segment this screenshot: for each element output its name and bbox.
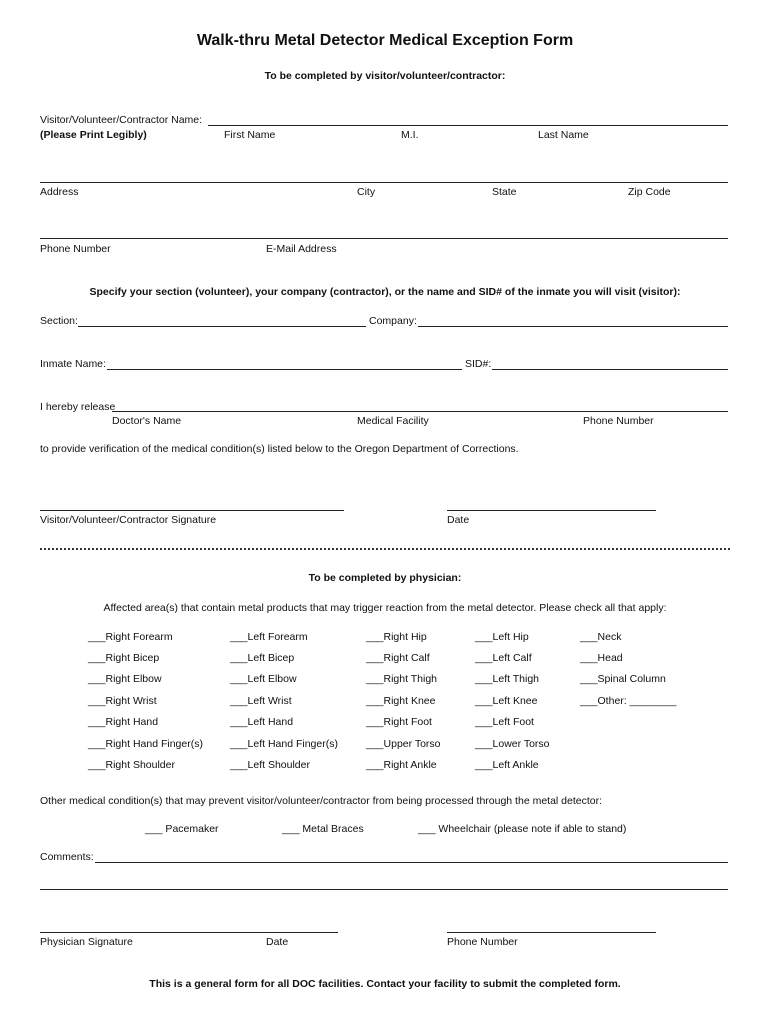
wheelchair-option[interactable]: ___ Wheelchair (please note if able to stand) <box>418 823 627 835</box>
phone-email-field[interactable] <box>40 238 728 239</box>
section-divider <box>40 548 730 550</box>
checklist-item[interactable]: ___Upper Torso <box>366 738 441 750</box>
release-phone-label: Phone Number <box>583 415 654 427</box>
checklist-item[interactable]: ___Right Foot <box>366 716 432 728</box>
physician-signature-label: Physician Signature <box>40 936 133 948</box>
visitor-signature-label: Visitor/Volunteer/Contractor Signature <box>40 514 217 526</box>
email-label: E-Mail Address <box>266 243 337 255</box>
checklist-item[interactable]: ___Left Hand Finger(s) <box>230 738 338 750</box>
checklist-item[interactable]: ___Left Foot <box>475 716 534 728</box>
comments-field-2[interactable] <box>40 889 728 890</box>
checklist-item[interactable]: ___Right Calf <box>366 652 430 664</box>
address-field[interactable] <box>40 182 728 183</box>
inmate-name-label: Inmate Name: <box>40 358 106 370</box>
affected-areas-intro: Affected area(s) that contain metal products that may trigger reaction from the metal detector. Please check all that apply: <box>103 602 667 614</box>
specify-instructions: Specify your section (volunteer), your company (contractor), or the name and SID# of the inmate you will visit (visitor): <box>89 286 681 298</box>
company-field[interactable] <box>418 326 728 327</box>
verification-text: to provide verification of the medical condition(s) listed below to the Oregon Department of Corrections. <box>40 443 519 455</box>
visitor-date-label: Date <box>447 514 470 526</box>
pacemaker-option[interactable]: ___ Pacemaker <box>145 823 219 835</box>
checklist-item[interactable]: ___Neck <box>580 631 622 643</box>
checklist-item[interactable]: ___Left Knee <box>475 695 538 707</box>
inmate-name-field[interactable] <box>107 369 462 370</box>
doctor-name-label: Doctor's Name <box>112 415 182 427</box>
visitor-signature-field[interactable] <box>40 510 344 511</box>
sid-label: SID#: <box>465 358 492 370</box>
address-label: Address <box>40 186 79 198</box>
checklist-item[interactable]: ___Lower Torso <box>475 738 550 750</box>
checklist-item[interactable]: ___Left Hip <box>475 631 529 643</box>
checklist-item[interactable]: ___Right Knee <box>366 695 436 707</box>
physician-section-heading: To be completed by physician: <box>308 572 462 584</box>
physician-date-label: Date <box>266 936 289 948</box>
other-conditions-text: Other medical condition(s) that may prevent visitor/volunteer/contractor from being processed through the metal detector: <box>40 795 603 807</box>
city-label: City <box>357 186 376 198</box>
checklist-item[interactable]: ___Left Shoulder <box>230 759 310 771</box>
checklist-item[interactable]: ___Right Hand <box>88 716 159 728</box>
medical-facility-label: Medical Facility <box>357 415 429 427</box>
physician-phone-field[interactable] <box>447 932 656 933</box>
comments-field[interactable] <box>95 862 728 863</box>
checklist-item[interactable]: ___Right Thigh <box>366 673 438 685</box>
visitor-section-heading: To be completed by visitor/volunteer/contractor: <box>264 70 506 82</box>
checklist-item[interactable]: ___Left Calf <box>475 652 532 664</box>
mi-label: M.I. <box>401 129 419 141</box>
comments-label: Comments: <box>40 851 94 863</box>
checklist-item[interactable]: ___Left Thigh <box>475 673 540 685</box>
state-label: State <box>492 186 517 198</box>
checklist-item[interactable]: ___Left Wrist <box>230 695 292 707</box>
checklist-item[interactable]: ___Right Hand Finger(s) <box>88 738 203 750</box>
checklist-item[interactable]: ___Right Hip <box>366 631 427 643</box>
checklist-item[interactable]: ___Left Hand <box>230 716 294 728</box>
print-note: (Please Print Legibly) <box>40 129 147 141</box>
sid-field[interactable] <box>492 369 728 370</box>
section-label: Section: <box>40 315 78 327</box>
checklist-item[interactable]: ___Right Forearm <box>88 631 173 643</box>
checklist-item[interactable]: ___Left Ankle <box>475 759 539 771</box>
physician-signature-field[interactable] <box>40 932 338 933</box>
checklist-item[interactable]: ___Left Forearm <box>230 631 308 643</box>
first-name-label: First Name <box>224 129 276 141</box>
checklist-item[interactable]: ___Right Wrist <box>88 695 157 707</box>
company-label: Company: <box>369 315 417 327</box>
zip-label: Zip Code <box>628 186 671 198</box>
release-field[interactable] <box>112 411 728 412</box>
name-field[interactable] <box>208 125 728 126</box>
visitor-date-field[interactable] <box>447 510 656 511</box>
checklist-item[interactable]: ___Right Shoulder <box>88 759 175 771</box>
checklist-item[interactable]: ___Right Elbow <box>88 673 162 685</box>
checklist-item[interactable]: ___Head <box>580 652 623 664</box>
checklist-item[interactable]: ___Spinal Column <box>580 673 666 685</box>
checklist-item[interactable]: ___Left Bicep <box>230 652 295 664</box>
metal-braces-option[interactable]: ___ Metal Braces <box>282 823 364 835</box>
last-name-label: Last Name <box>538 129 589 141</box>
form-title: Walk-thru Metal Detector Medical Exception Form <box>196 32 574 49</box>
checklist-item[interactable]: ___Right Ankle <box>366 759 437 771</box>
checklist-item[interactable]: ___Other: ________ <box>580 695 677 707</box>
section-field[interactable] <box>78 326 366 327</box>
name-label: Visitor/Volunteer/Contractor Name: <box>40 114 203 126</box>
footer-note: This is a general form for all DOC facilities. Contact your facility to submit the completed form. <box>149 978 621 990</box>
phone-label: Phone Number <box>40 243 111 255</box>
checklist-item[interactable]: ___Right Bicep <box>88 652 160 664</box>
release-label: I hereby release <box>40 401 116 413</box>
checklist-item[interactable]: ___Left Elbow <box>230 673 297 685</box>
physician-phone-label: Phone Number <box>447 936 518 948</box>
